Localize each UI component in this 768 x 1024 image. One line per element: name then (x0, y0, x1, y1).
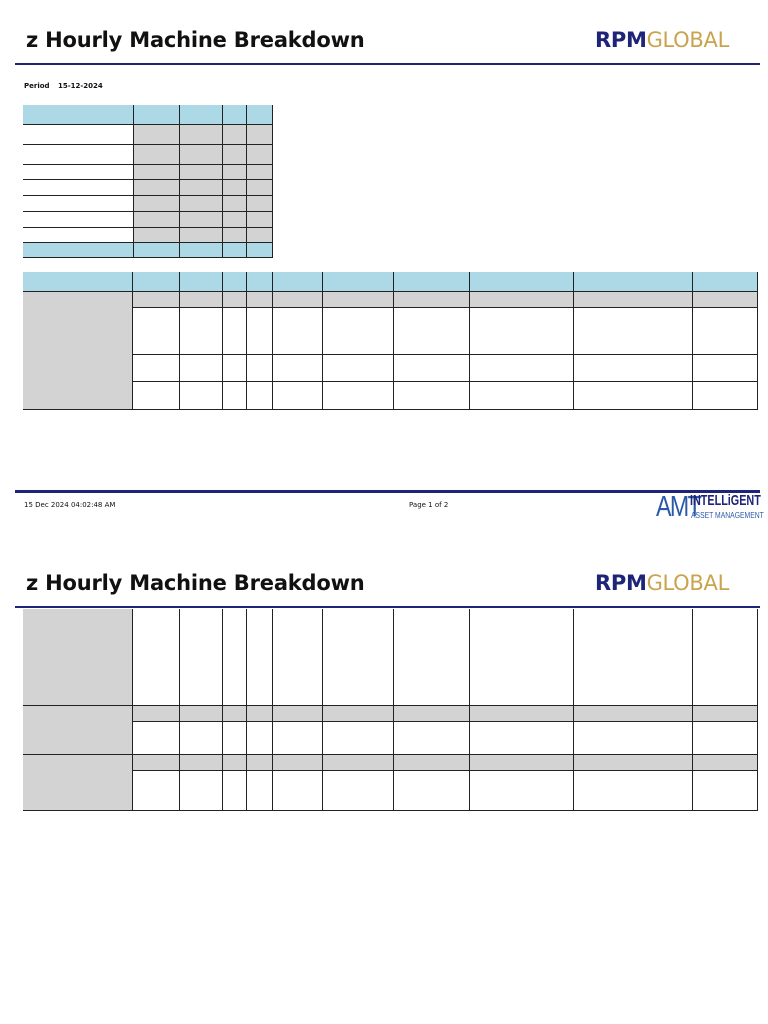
detail-cell (470, 722, 574, 755)
detail-cell (247, 355, 273, 382)
detail-cell (574, 609, 693, 706)
detail-cell (323, 706, 394, 722)
detail-cell (394, 382, 470, 410)
detail-cell (693, 722, 758, 755)
detail-cell (180, 292, 223, 308)
rpm-global-logo-page-2 (595, 571, 729, 595)
summary-cell (180, 228, 223, 243)
detail-group-cell (23, 706, 133, 755)
detail-cell (223, 722, 247, 755)
detail-cell (133, 722, 180, 755)
detail-cell (693, 308, 758, 355)
detail-cell (470, 292, 574, 308)
detail-cell (323, 355, 394, 382)
detail-cell (133, 609, 180, 706)
period-label: Period (24, 82, 50, 90)
detail-group-cell (23, 755, 133, 811)
detail-cell (273, 706, 323, 722)
detail-cell (470, 355, 574, 382)
detail-cell (247, 292, 273, 308)
summary-total-cell (247, 243, 273, 258)
summary-cell (23, 165, 134, 180)
detail-header-cell (273, 272, 323, 292)
detail-cell (574, 292, 693, 308)
detail-cell (323, 609, 394, 706)
detail-cell (273, 382, 323, 410)
detail-cell (470, 771, 574, 811)
detail-cell (180, 609, 223, 706)
detail-cell (273, 722, 323, 755)
detail-cell (394, 722, 470, 755)
header-rule (15, 63, 760, 65)
period-value: 15-12-2024 (58, 82, 103, 90)
summary-cell (23, 125, 134, 145)
summary-cell (134, 145, 180, 165)
detail-cell (133, 308, 180, 355)
summary-cell (180, 180, 223, 196)
summary-total-cell (180, 243, 223, 258)
summary-cell (247, 145, 273, 165)
logo-rpm: RPM (595, 571, 647, 595)
detail-cell (223, 292, 247, 308)
summary-cell (223, 228, 247, 243)
summary-cell (223, 196, 247, 212)
detail-cell (223, 355, 247, 382)
detail-cell (273, 609, 323, 706)
detail-cell (574, 706, 693, 722)
detail-header-cell (247, 272, 273, 292)
detail-cell (247, 771, 273, 811)
detail-header-cell (323, 272, 394, 292)
detail-cell (323, 722, 394, 755)
detail-header-cell (223, 272, 247, 292)
detail-cell (273, 308, 323, 355)
summary-cell (23, 196, 134, 212)
summary-cell (180, 165, 223, 180)
detail-cell (693, 292, 758, 308)
detail-cell (273, 292, 323, 308)
footer-rule (15, 490, 760, 493)
detail-cell (470, 755, 574, 771)
detail-cell (574, 382, 693, 410)
detail-cell (133, 771, 180, 811)
summary-cell (180, 212, 223, 228)
summary-cell (223, 212, 247, 228)
logo-global: GLOBAL (646, 28, 729, 52)
detail-cell (470, 609, 574, 706)
detail-cell (394, 609, 470, 706)
summary-cell (247, 212, 273, 228)
summary-header-cell (223, 105, 247, 125)
detail-cell (133, 292, 180, 308)
detail-cell (470, 706, 574, 722)
detail-cell (574, 771, 693, 811)
amt-logo (656, 490, 764, 524)
summary-header-cell (180, 105, 223, 125)
detail-cell (180, 382, 223, 410)
detail-cell (693, 755, 758, 771)
detail-cell (273, 355, 323, 382)
detail-cell (247, 609, 273, 706)
detail-cell (180, 755, 223, 771)
detail-cell (394, 355, 470, 382)
detail-cell (574, 308, 693, 355)
summary-cell (134, 212, 180, 228)
detail-cell (247, 706, 273, 722)
detail-cell (394, 771, 470, 811)
header-rule-page-2 (15, 606, 760, 608)
summary-cell (247, 228, 273, 243)
detail-header-cell (23, 272, 133, 292)
detail-cell (223, 308, 247, 355)
detail-header-cell (470, 272, 574, 292)
detail-cell (394, 308, 470, 355)
detail-cell (323, 308, 394, 355)
detail-cell (693, 771, 758, 811)
detail-cell (223, 706, 247, 722)
detail-cell (247, 382, 273, 410)
detail-cell (247, 722, 273, 755)
detail-cell (180, 308, 223, 355)
detail-header-cell (693, 272, 758, 292)
summary-cell (180, 196, 223, 212)
detail-cell (574, 355, 693, 382)
detail-header-cell (574, 272, 693, 292)
logo-rpm: RPM (595, 28, 647, 52)
footer-timestamp: 15 Dec 2024 04:02:48 AM (24, 501, 116, 509)
summary-cell (247, 180, 273, 196)
report-title-page-2: z Hourly Machine Breakdown (26, 571, 365, 595)
summary-cell (23, 145, 134, 165)
detail-group-cell (23, 609, 133, 706)
detail-cell (470, 308, 574, 355)
summary-cell (223, 125, 247, 145)
detail-cell (693, 355, 758, 382)
summary-cell (23, 212, 134, 228)
detail-cell (133, 755, 180, 771)
summary-cell (134, 180, 180, 196)
summary-cell (247, 125, 273, 145)
detail-cell (323, 771, 394, 811)
summary-cell (134, 125, 180, 145)
summary-cell (134, 165, 180, 180)
detail-cell (133, 355, 180, 382)
detail-header-cell (394, 272, 470, 292)
summary-cell (180, 145, 223, 165)
detail-cell (133, 382, 180, 410)
amt-logo-mark: AMT (656, 491, 701, 523)
summary-header-cell (247, 105, 273, 125)
summary-cell (23, 180, 134, 196)
detail-cell (693, 706, 758, 722)
detail-group-cell (23, 292, 133, 410)
report-title: z Hourly Machine Breakdown (26, 28, 365, 52)
summary-cell (134, 196, 180, 212)
detail-cell (180, 771, 223, 811)
summary-header-cell (134, 105, 180, 125)
detail-cell (574, 755, 693, 771)
summary-cell (223, 165, 247, 180)
summary-cell (134, 228, 180, 243)
summary-total-cell (134, 243, 180, 258)
detail-cell (180, 722, 223, 755)
detail-cell (470, 382, 574, 410)
detail-cell (693, 609, 758, 706)
detail-cell (223, 771, 247, 811)
summary-cell (247, 165, 273, 180)
detail-cell (223, 755, 247, 771)
summary-cell (223, 180, 247, 196)
logo-global: GLOBAL (646, 571, 729, 595)
detail-header-cell (133, 272, 180, 292)
summary-cell (247, 196, 273, 212)
detail-cell (394, 706, 470, 722)
detail-cell (394, 292, 470, 308)
detail-cell (223, 609, 247, 706)
detail-cell (574, 722, 693, 755)
summary-cell (23, 228, 134, 243)
detail-cell (223, 382, 247, 410)
detail-cell (247, 755, 273, 771)
detail-cell (323, 292, 394, 308)
detail-cell (180, 706, 223, 722)
summary-total-cell (223, 243, 247, 258)
detail-cell (273, 755, 323, 771)
detail-cell (693, 382, 758, 410)
summary-cell (180, 125, 223, 145)
summary-header-cell (23, 105, 134, 125)
amt-logo-intelligent: INTELLiGENT (690, 492, 761, 509)
rpm-global-logo (595, 28, 729, 52)
footer-page-number: Page 1 of 2 (409, 501, 449, 509)
summary-total-cell (23, 243, 134, 258)
summary-cell (223, 145, 247, 165)
detail-cell (180, 355, 223, 382)
detail-header-cell (180, 272, 223, 292)
amt-logo-asset: ASSET MANAGEMENT (691, 511, 764, 520)
detail-cell (273, 771, 323, 811)
detail-cell (394, 755, 470, 771)
detail-cell (247, 308, 273, 355)
detail-cell (133, 706, 180, 722)
detail-cell (323, 755, 394, 771)
detail-cell (323, 382, 394, 410)
